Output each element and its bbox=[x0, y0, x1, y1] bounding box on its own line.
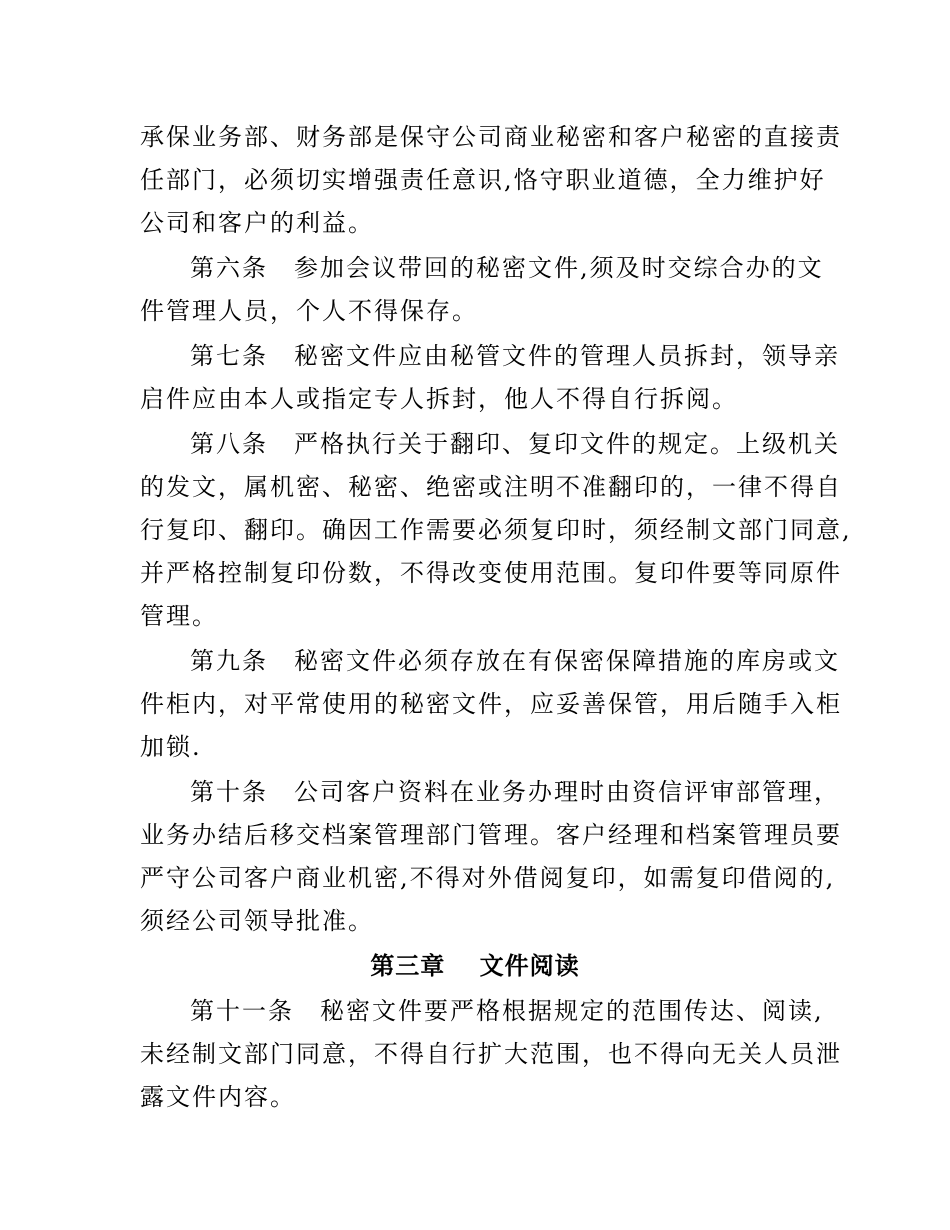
text-line: 未经制文部门同意，不得自行扩大范围，也不得向无关人员泄 bbox=[140, 1040, 842, 1068]
text-line: 管理。 bbox=[140, 602, 218, 630]
text-line: 并严格控制复印份数，不得改变使用范围。复印件要等同原件 bbox=[140, 559, 842, 587]
text-line: 行复印、翻印。确因工作需要必须复印时，须经制文部门同意, bbox=[140, 516, 852, 544]
article-8-line: 第八条 严格执行关于翻印、复印文件的规定。上级机关 bbox=[190, 430, 840, 458]
text-line: 的发文，属机密、秘密、绝密或注明不准翻印的，一律不得自 bbox=[140, 473, 842, 501]
text-line: 件管理人员，个人不得保存。 bbox=[140, 297, 478, 325]
article-6-line: 第六条 参加会议带回的秘密文件,须及时交综合办的文 bbox=[190, 254, 824, 282]
article-10-line: 第十条 公司客户资料在业务办理时由资信评审部管理， bbox=[190, 778, 840, 806]
article-7-line: 第七条 秘密文件应由秘管文件的管理人员拆封，领导亲 bbox=[190, 342, 840, 370]
chapter-heading: 第三章 文件阅读 bbox=[370, 952, 580, 980]
text-line: 须经公司领导批准。 bbox=[140, 907, 374, 935]
text-line: 件柜内，对平常使用的秘密文件，应妥善保管，用后随手入柜 bbox=[140, 690, 842, 718]
article-9-line: 第九条 秘密文件必须存放在有保密保障措施的库房或文 bbox=[190, 647, 840, 675]
text-line: 公司和客户的利益。 bbox=[140, 209, 374, 237]
text-line: 任部门，必须切实增强责任意识,恪守职业道德，全力维护好 bbox=[140, 166, 826, 194]
text-line: 严守公司客户商业机密,不得对外借阅复印，如需复印借阅的, bbox=[140, 864, 836, 892]
text-line: 加锁. bbox=[140, 733, 202, 761]
text-line: 承保业务部、财务部是保守公司商业秘密和客户秘密的直接责 bbox=[140, 123, 842, 151]
text-line: 露文件内容。 bbox=[140, 1083, 296, 1111]
text-line: 启件应由本人或指定专人拆封，他人不得自行拆阅。 bbox=[140, 385, 738, 413]
text-line: 业务办结后移交档案管理部门管理。客户经理和档案管理员要 bbox=[140, 821, 842, 849]
article-11-line: 第十一条 秘密文件要严格根据规定的范围传达、阅读, bbox=[190, 997, 824, 1025]
